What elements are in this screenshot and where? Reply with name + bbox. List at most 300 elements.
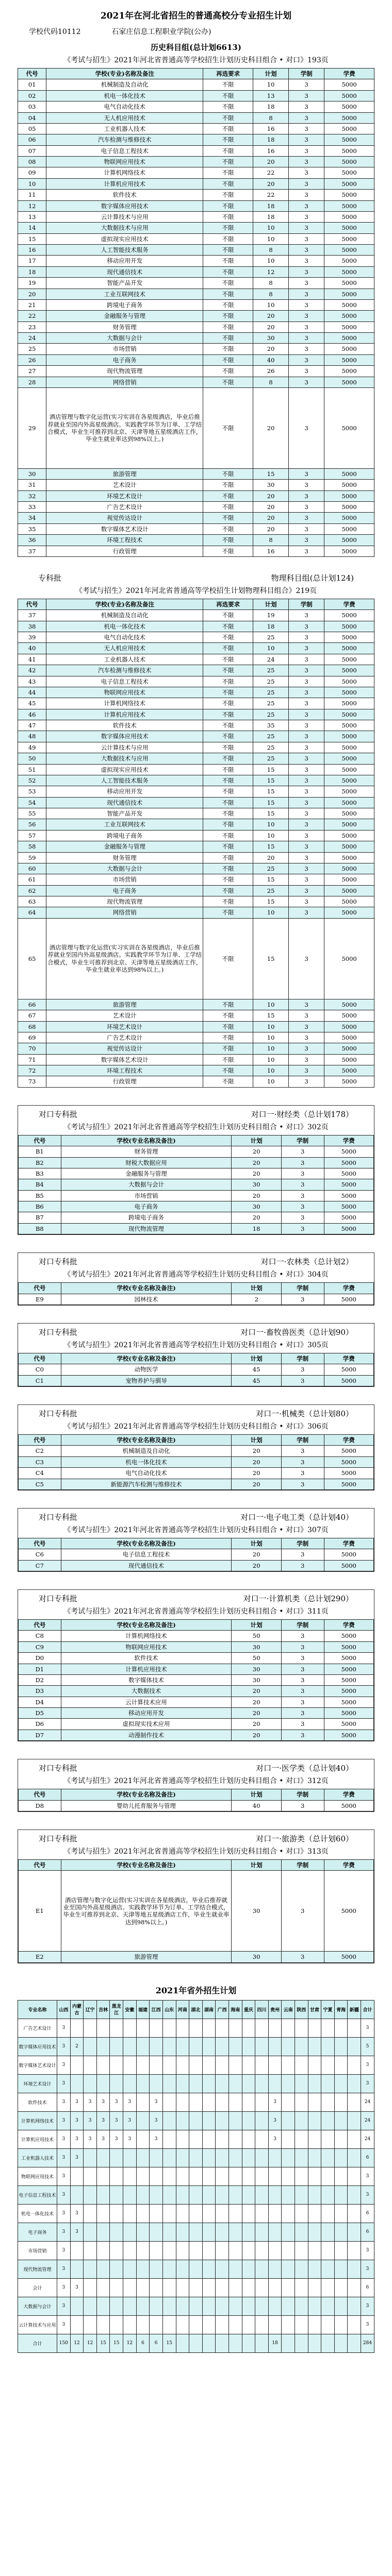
cell-count xyxy=(282,2315,295,2334)
history-table-body xyxy=(18,79,374,557)
cell-count xyxy=(321,2019,335,2037)
cell-plan: 25 xyxy=(253,742,289,753)
cell-count xyxy=(136,2278,150,2297)
cell-code: 57 xyxy=(18,830,46,841)
cell-fee: 5000 xyxy=(324,1190,373,1201)
col-province: 宁夏 xyxy=(321,2000,335,2019)
cell-count xyxy=(150,2204,163,2223)
cell-count xyxy=(123,2297,137,2315)
cell-count xyxy=(348,2037,361,2056)
cell-plan: 15 xyxy=(253,841,289,852)
cell-years: 3 xyxy=(289,918,324,999)
cell-count xyxy=(242,2204,255,2223)
cell-years: 3 xyxy=(289,819,324,830)
cell-count xyxy=(216,2074,229,2093)
cell-fee: 5000 xyxy=(324,676,374,687)
cell-count xyxy=(176,2297,189,2315)
cell-count xyxy=(176,2074,189,2093)
cell-count: 3 xyxy=(57,2278,71,2297)
cell-fee: 5000 xyxy=(324,101,374,112)
col-plan: 计划 xyxy=(232,1859,281,1870)
cell-count xyxy=(282,2241,295,2260)
cell-major: 计算机应用技术 xyxy=(46,178,203,189)
cell-fee: 5000 xyxy=(324,223,374,233)
cell-subject: 不限 xyxy=(203,190,253,200)
cell-plan: 8 xyxy=(253,112,289,123)
cell-fee: 5000 xyxy=(324,1446,373,1456)
cell-plan: 10 xyxy=(253,223,289,233)
cell-major: 大数据技术 xyxy=(61,1686,232,1697)
cell-years: 3 xyxy=(289,333,324,344)
vocational-section xyxy=(18,1323,374,1387)
cell-code: 69 xyxy=(18,1032,46,1043)
cell-code: 37 xyxy=(18,610,46,621)
cell-years: 3 xyxy=(289,90,324,101)
col-major: 专业名称 xyxy=(18,2000,57,2019)
cell-count xyxy=(334,2185,348,2204)
table-row xyxy=(18,632,374,643)
cell-count: 12 xyxy=(70,2334,84,2352)
vocational-plan-table xyxy=(18,1859,374,1963)
cell-plan: 15 xyxy=(253,896,289,907)
cell-count xyxy=(242,2111,255,2130)
cell-count: 3 xyxy=(361,2260,374,2278)
cell-subject: 不限 xyxy=(203,245,253,256)
cell-plan: 25 xyxy=(253,885,289,896)
cell-major: 财务管理 xyxy=(46,321,203,332)
cell-years: 3 xyxy=(289,211,324,222)
table-row xyxy=(18,852,374,863)
cell-count xyxy=(242,2315,255,2334)
cell-plan: 20 xyxy=(232,1456,281,1467)
cell-major: 电子信息工程技术 xyxy=(46,145,203,156)
table-row xyxy=(18,808,374,819)
cell-count xyxy=(96,2074,110,2093)
cell-count xyxy=(228,2204,242,2223)
vocational-group: 对口一·旅游类（总计划60） xyxy=(256,1834,353,1843)
cell-code: B8 xyxy=(19,1223,61,1234)
cell-fee: 5000 xyxy=(324,797,374,808)
vocational-plan-table xyxy=(18,1434,374,1490)
cell-fee: 5000 xyxy=(324,742,374,753)
table-row xyxy=(18,797,374,808)
cell-count: 3 xyxy=(57,2167,71,2185)
cell-code: 34 xyxy=(18,513,46,523)
cell-count xyxy=(348,2334,361,2352)
cell-count xyxy=(189,2185,203,2204)
table-row xyxy=(19,1168,374,1179)
cell-years: 3 xyxy=(289,387,324,468)
cell-subject: 不限 xyxy=(203,311,253,321)
table-row xyxy=(18,2260,374,2278)
cell-count xyxy=(189,2278,203,2297)
cell-count xyxy=(176,2334,189,2352)
cell-count xyxy=(295,2167,308,2185)
cell-years: 3 xyxy=(289,874,324,885)
cell-plan: 15 xyxy=(253,797,289,808)
cell-code: 32 xyxy=(18,490,46,501)
cell-count xyxy=(84,2223,97,2241)
cell-count: 3 xyxy=(150,2093,163,2111)
cell-major: 金融服务与管理 xyxy=(61,1168,232,1179)
cell-count xyxy=(216,2241,229,2260)
cell-major: 物联网应用技术 xyxy=(61,1641,232,1652)
cell-count: 3 xyxy=(70,2148,84,2167)
cell-major: 计算机网络技术 xyxy=(46,698,203,709)
cell-plan: 20 xyxy=(232,1549,281,1560)
table-row xyxy=(18,841,374,852)
cell-subject: 不限 xyxy=(203,321,253,332)
table-row xyxy=(19,1952,374,1962)
cell-code: 38 xyxy=(18,621,46,632)
cell-count xyxy=(176,2093,189,2111)
cell-subject: 不限 xyxy=(203,256,253,266)
table-row xyxy=(19,1468,374,1479)
cell-count xyxy=(110,2223,123,2241)
cell-fee: 5000 xyxy=(324,490,374,501)
cell-count xyxy=(150,2260,163,2278)
cell-major: 酒店管理与数字化运营(实习实训在各星级酒店，毕业后推荐就业至国内外高星级酒店。实践教学环节为订单、工学结合模式，毕业生可推荐到北京、天津等地五星级酒店工作，毕业生就业率达到98%以上。) xyxy=(46,918,203,999)
cell-years: 3 xyxy=(281,1446,324,1456)
table-row xyxy=(18,546,374,556)
cell-plan: 20 xyxy=(232,1168,281,1179)
vocational-plan-table xyxy=(18,1282,374,1305)
cell-count: 3 xyxy=(84,2130,97,2148)
cell-count xyxy=(202,2315,216,2334)
cell-major: 跨境电子商务 xyxy=(61,1212,232,1223)
vocational-section-subtitle: 《考试与招生》2021年河北省普通高等学校招生计划历史科目组合 • 对口》305页 xyxy=(63,1341,329,1349)
table-row xyxy=(19,1456,374,1467)
cell-count xyxy=(268,2297,282,2315)
cell-count xyxy=(70,2074,84,2093)
cell-years: 3 xyxy=(289,233,324,244)
cell-count: 150 xyxy=(57,2334,71,2352)
cell-count: 6 xyxy=(361,2204,374,2223)
cell-major: 金融服务与管理 xyxy=(46,841,203,852)
cell-count: 6 xyxy=(150,2334,163,2352)
cell-plan: 20 xyxy=(232,1730,281,1740)
table-header xyxy=(18,69,374,79)
table-row xyxy=(19,1190,374,1201)
cell-count xyxy=(242,2148,255,2167)
cell-years: 3 xyxy=(289,546,324,556)
cell-count xyxy=(136,2130,150,2148)
school-name: 石家庄信息工程职业学院(公办) xyxy=(111,28,211,36)
cell-count xyxy=(228,2111,242,2130)
cell-years: 3 xyxy=(281,1800,324,1811)
cell-code: B2 xyxy=(19,1157,61,1168)
vocational-batch: 对口专科批 xyxy=(39,1257,78,1267)
cell-count xyxy=(228,2185,242,2204)
cell-years: 3 xyxy=(289,178,324,189)
cell-plan: 16 xyxy=(253,145,289,156)
cell-count: 3 xyxy=(57,2019,71,2037)
cell-major: 大数据与会计 xyxy=(46,333,203,344)
table-row xyxy=(19,1664,374,1674)
cell-count xyxy=(70,2167,84,2185)
col-fee: 学费 xyxy=(324,69,374,79)
cell-code: 47 xyxy=(18,720,46,731)
vocational-section-header xyxy=(18,1762,374,1773)
cell-code: 68 xyxy=(18,1021,46,1032)
cell-count xyxy=(321,2260,335,2278)
cell-fee: 5000 xyxy=(324,523,374,534)
cell-major: 电子商务 xyxy=(61,1201,232,1212)
table-row xyxy=(18,2037,374,2056)
col-major: 学校(专业名称及备注) xyxy=(61,1859,232,1870)
cell-plan: 10 xyxy=(253,1021,289,1032)
cell-subject: 不限 xyxy=(203,676,253,687)
cell-code: 11 xyxy=(18,190,46,200)
table-row xyxy=(18,687,374,698)
cell-major: 现代通信技术 xyxy=(61,1560,232,1571)
cell-count xyxy=(255,2037,269,2056)
col-province: 安徽 xyxy=(123,2000,137,2019)
table-header xyxy=(19,1435,374,1446)
cell-major: 视觉传达设计 xyxy=(46,513,203,523)
cell-count xyxy=(295,2278,308,2297)
cell-code: D7 xyxy=(19,1730,61,1740)
cell-years: 3 xyxy=(281,1664,324,1674)
vocational-plan-table xyxy=(18,1538,374,1571)
cell-count xyxy=(295,2334,308,2352)
cell-major: 电子信息工程技术 xyxy=(18,2185,57,2204)
table-header xyxy=(19,1538,374,1549)
cell-count xyxy=(136,2241,150,2260)
cell-major: 软件技术 xyxy=(46,190,203,200)
cell-subject: 不限 xyxy=(203,354,253,365)
cell-count xyxy=(348,2260,361,2278)
cell-plan: 30 xyxy=(232,1201,281,1212)
table-row xyxy=(18,90,374,101)
vocational-group: 对口一·电子电工类（总计划40） xyxy=(240,1512,353,1522)
cell-count xyxy=(216,2148,229,2167)
cell-count xyxy=(202,2334,216,2352)
cell-count xyxy=(334,2056,348,2074)
col-major: 学校(专业名称及备注) xyxy=(61,1135,232,1146)
cell-count xyxy=(216,2278,229,2297)
cell-fee: 5000 xyxy=(324,1294,373,1304)
cell-years: 3 xyxy=(281,1375,324,1386)
cell-fee: 5000 xyxy=(324,764,374,775)
cell-plan: 25 xyxy=(253,687,289,698)
cell-count xyxy=(84,2297,97,2315)
vocational-section-subtitle: 《考试与招生》2021年河北省普通高等学校招生计划历史科目组合 • 对口》311页 xyxy=(63,1607,329,1616)
cell-count: 284 xyxy=(361,2334,374,2352)
cell-fee: 5000 xyxy=(324,256,374,266)
cell-plan: 45 xyxy=(232,1375,281,1386)
cell-major: 数字媒体艺术设计 xyxy=(18,2056,57,2074)
table-row xyxy=(18,2278,374,2297)
table-row xyxy=(19,1730,374,1740)
table-row xyxy=(18,654,374,665)
col-dai: 代号 xyxy=(19,1620,61,1631)
cell-fee: 5000 xyxy=(324,1021,374,1032)
cell-count xyxy=(96,2037,110,2056)
cell-code: E9 xyxy=(19,1294,61,1304)
cell-major: 工业机器人技术 xyxy=(18,2148,57,2167)
cell-count xyxy=(334,2334,348,2352)
table-row xyxy=(18,223,374,233)
cell-subject: 不限 xyxy=(203,698,253,709)
cell-fee: 5000 xyxy=(324,1065,374,1076)
table-row xyxy=(19,1708,374,1719)
cell-years: 3 xyxy=(281,1212,324,1223)
cell-plan: 25 xyxy=(253,698,289,709)
cell-fee: 5000 xyxy=(324,1043,374,1054)
cell-years: 3 xyxy=(281,1952,324,1962)
cell-code: 24 xyxy=(18,333,46,344)
table-row xyxy=(18,698,374,709)
cell-count xyxy=(110,2278,123,2297)
table-row xyxy=(18,2185,374,2204)
cell-fee: 5000 xyxy=(324,1871,373,1952)
table-row xyxy=(19,1549,374,1560)
cell-fee: 5000 xyxy=(324,1479,373,1489)
cell-major: 酒店管理与数字化运营(实习实训在各星级酒店，毕业后推荐就业至国内外高星级酒店。实践教学环节为订单、工学结合模式，毕业生可推荐到北京、天津等地五星级酒店工作，毕业生就业率达到98%以上。) xyxy=(61,1871,232,1952)
cell-count xyxy=(308,2241,321,2260)
cell-code: C4 xyxy=(19,1468,61,1479)
cell-plan: 30 xyxy=(232,1664,281,1674)
cell-code: 36 xyxy=(18,535,46,546)
cell-plan: 25 xyxy=(253,665,289,676)
cell-subject: 不限 xyxy=(203,299,253,310)
cell-count xyxy=(321,2130,335,2148)
cell-plan: 8 xyxy=(253,245,289,256)
cell-fee: 5000 xyxy=(324,687,374,698)
cell-plan: 20 xyxy=(232,1686,281,1697)
cell-count xyxy=(123,2148,137,2167)
cell-count xyxy=(228,2315,242,2334)
table-row xyxy=(18,786,374,797)
cell-years: 3 xyxy=(289,665,324,676)
cell-major: 数字媒体艺术设计 xyxy=(46,1054,203,1065)
cell-count xyxy=(176,2241,189,2260)
cell-years: 3 xyxy=(289,687,324,698)
cell-plan: 16 xyxy=(253,546,289,556)
cell-count xyxy=(242,2278,255,2297)
table-row xyxy=(18,2093,374,2111)
cell-code: 55 xyxy=(18,808,46,819)
cell-years: 3 xyxy=(289,1043,324,1054)
cell-fee: 5000 xyxy=(324,1631,373,1641)
cell-major: 环境艺术设计 xyxy=(46,490,203,501)
table-row xyxy=(18,2056,374,2074)
cell-major: 虚拟现实应用技术 xyxy=(46,233,203,244)
cell-subject: 不限 xyxy=(203,344,253,354)
col-major: 学校(专业名称及备注) xyxy=(61,1538,232,1549)
cell-count xyxy=(295,2315,308,2334)
cell-subject: 不限 xyxy=(203,808,253,819)
vocational-group: 对口一·畜牧兽医类（总计划90） xyxy=(240,1327,353,1337)
cell-years: 3 xyxy=(289,366,324,377)
cell-count xyxy=(348,2056,361,2074)
cell-count xyxy=(282,2260,295,2278)
cell-plan: 20 xyxy=(232,1468,281,1479)
cell-count xyxy=(242,2056,255,2074)
cell-code: C1 xyxy=(19,1375,61,1386)
table-row xyxy=(18,157,374,167)
cell-plan: 15 xyxy=(253,918,289,999)
cell-major: 环境工程技术 xyxy=(46,535,203,546)
cell-count: 3 xyxy=(268,2130,282,2148)
cell-years: 3 xyxy=(281,1871,324,1952)
cell-major: 汽车检测与维修技术 xyxy=(46,134,203,145)
cell-major: 机械制造及自动化 xyxy=(61,1446,232,1456)
cell-count xyxy=(162,2185,176,2204)
cell-fee: 5000 xyxy=(324,1212,373,1223)
cell-fee: 5000 xyxy=(324,885,374,896)
vocational-section xyxy=(18,1759,374,1812)
cell-count: 3 xyxy=(57,2260,71,2278)
cell-subject: 不限 xyxy=(203,278,253,289)
cell-count xyxy=(110,2167,123,2185)
cell-count xyxy=(308,2315,321,2334)
cell-count: 3 xyxy=(361,2241,374,2260)
cell-plan: 20 xyxy=(232,1708,281,1719)
cell-count xyxy=(321,2093,335,2111)
cell-years: 3 xyxy=(289,223,324,233)
cell-count xyxy=(321,2074,335,2093)
cell-major: 大数据与会计 xyxy=(46,863,203,874)
cell-count xyxy=(216,2019,229,2037)
cell-subject: 不限 xyxy=(203,377,253,387)
cell-count: 3 xyxy=(361,2185,374,2204)
cell-years: 3 xyxy=(289,321,324,332)
cell-count xyxy=(189,2148,203,2167)
cell-count xyxy=(150,2074,163,2093)
cell-count xyxy=(321,2167,335,2185)
col-years: 学制 xyxy=(281,1353,324,1364)
cell-years: 3 xyxy=(289,841,324,852)
cell-fee: 5000 xyxy=(324,632,374,643)
table-row xyxy=(18,2111,374,2130)
cell-count xyxy=(308,2185,321,2204)
cell-count xyxy=(308,2148,321,2167)
cell-count xyxy=(308,2056,321,2074)
col-province: 内蒙古 xyxy=(70,2000,84,2019)
table-row xyxy=(18,387,374,468)
cell-count: 6 xyxy=(361,2278,374,2297)
table-row xyxy=(18,523,374,534)
cell-count xyxy=(202,2204,216,2223)
cell-count xyxy=(176,2130,189,2148)
cell-count xyxy=(216,2130,229,2148)
cell-count xyxy=(176,2019,189,2037)
cell-count xyxy=(216,2315,229,2334)
cell-plan: 18 xyxy=(232,1223,281,1234)
cell-count: 3 xyxy=(96,2130,110,2148)
col-dai: 代号 xyxy=(19,1283,61,1294)
cell-count xyxy=(308,2074,321,2093)
table-row xyxy=(19,1157,374,1168)
cell-major: 大数据与会计 xyxy=(18,2297,57,2315)
cell-count xyxy=(228,2278,242,2297)
cell-plan: 10 xyxy=(253,830,289,841)
cell-count xyxy=(84,2204,97,2223)
cell-fee: 5000 xyxy=(324,1952,373,1962)
cell-count xyxy=(176,2278,189,2297)
cell-years: 3 xyxy=(289,885,324,896)
cell-count xyxy=(123,2074,137,2093)
table-row xyxy=(18,764,374,775)
cell-major: 旅游管理 xyxy=(61,1952,232,1962)
cell-count: 3 xyxy=(57,2093,71,2111)
cell-subject: 不限 xyxy=(203,387,253,468)
table-row xyxy=(19,1146,374,1157)
table-row xyxy=(18,2241,374,2260)
cell-count xyxy=(189,2111,203,2130)
